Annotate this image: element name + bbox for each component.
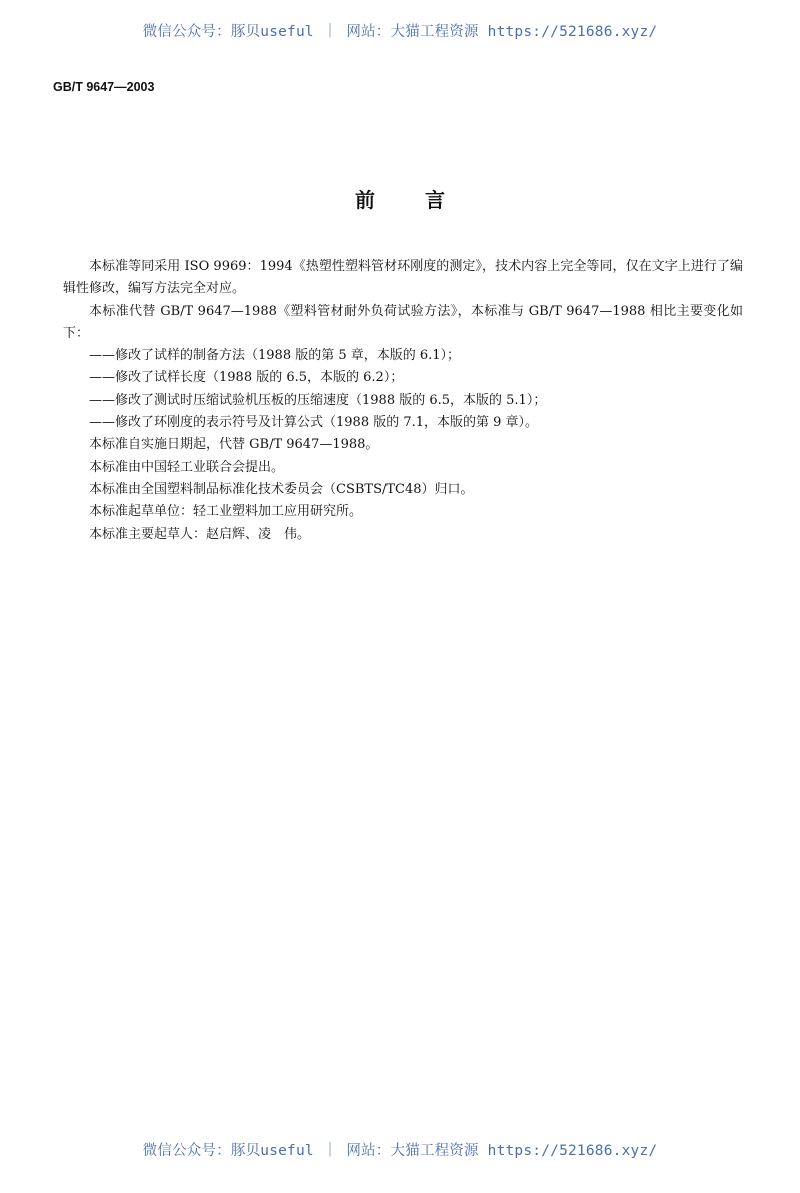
paragraph-drafters: 本标准主要起草人：赵启辉、凌 伟。 <box>89 526 311 542</box>
paragraph-proposer: 本标准由中国轻工业联合会提出。 <box>89 459 285 475</box>
change-item: ——修改了试样长度（1988 版的 6.5，本版的 6.2）； <box>89 370 404 386</box>
change-item: ——修改了环刚度的表示符号及计算公式（1988 版的 7.1，本版的第 9 章）。 <box>89 415 539 431</box>
paragraph-replacement: 本标准代替 GB/T 9647—1988《塑料管材耐外负荷试验方法》，本标准与 GB/T 9647—1988 相比主要变化如下： <box>63 303 743 341</box>
watermark-top: 微信公众号：豚贝useful ｜ 网站：大猫工程资源 https://521686.xyz/ <box>142 24 658 40</box>
watermark-bottom: 微信公众号：豚贝useful ｜ 网站：大猫工程资源 https://521686.xyz/ <box>142 1143 658 1159</box>
change-item: ——修改了试样的制备方法（1988 版的第 5 章，本版的 6.1）； <box>89 348 461 364</box>
paragraph-adoption: 本标准等同采用 ISO 9969：1994《热塑性塑料管材环刚度的测定》，技术内容上完全等同，仅在文字上进行了编辑性修改，编写方法完全对应。 <box>63 259 743 297</box>
standard-code-header: GB/T 9647—2003 <box>53 80 155 94</box>
paragraph-effective: 本标准自实施日期起，代替 GB/T 9647—1988。 <box>89 437 379 453</box>
paragraph-committee: 本标准由全国塑料制品标准化技术委员会（CSBTS/TC48）归口。 <box>89 481 474 497</box>
foreword-body <box>63 256 743 546</box>
paragraph-drafting-unit: 本标准起草单位：轻工业塑料加工应用研究所。 <box>89 504 363 520</box>
page-title: 前言 <box>355 188 495 212</box>
change-item: ——修改了测试时压缩试验机压板的压缩速度（1988 版的 6.5，本版的 5.1）； <box>89 392 547 408</box>
